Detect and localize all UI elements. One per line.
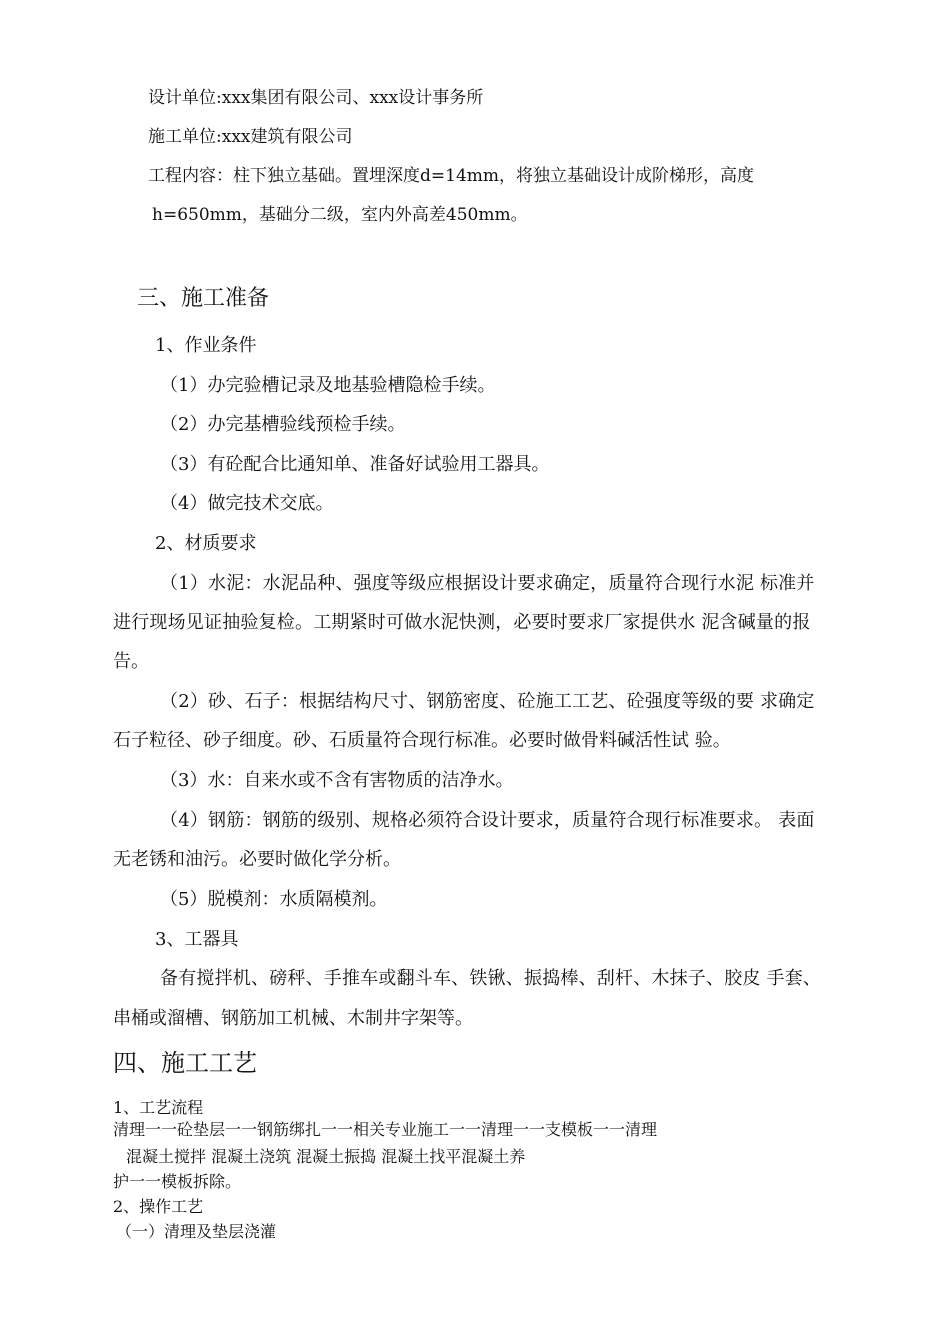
cement-requirement-line: 进行现场见证抽验复检。工期紧时可做水泥快测，必要时要求厂家提供水 泥含碱量的报 (113, 612, 811, 633)
section-3-heading: 三、施工准备 (137, 286, 270, 311)
section-4-heading: 四、施工工艺 (113, 1049, 257, 1077)
tools-line: 串桶或溜槽、钢筋加工机械、木制井字架等。 (113, 1008, 473, 1029)
condition-item: （1）办完验槽记录及地基验槽隐检手续。 (160, 375, 496, 396)
project-content-line-1: 工程内容：柱下独立基础。置埋深度d=14mm，将独立基础设计成阶梯形，高度 (148, 166, 754, 186)
construction-unit-line: 施工单位:xxx建筑有限公司 (148, 127, 353, 147)
cement-requirement-line: 告。 (113, 651, 149, 672)
subsection-material-requirements: 2、材质要求 (155, 533, 257, 554)
tools-line: 备有搅拌机、磅秤、手推车或翻斗车、铁锹、振捣棒、刮杆、木抹子、胶皮 手套、 (160, 968, 822, 989)
step-1-title: （一）清理及垫层浇灌 (116, 1222, 277, 1241)
subsection-tools: 3、工器具 (155, 929, 239, 950)
condition-item: （2）办完基槽验线预检手续。 (160, 414, 406, 435)
subsection-working-conditions: 1、作业条件 (155, 335, 257, 356)
condition-item: （4）做完技术交底。 (160, 493, 334, 514)
design-unit-line: 设计单位:xxx集团有限公司、xxx设计事务所 (148, 88, 484, 108)
rebar-requirement-line: 无老锈和油污。必要时做化学分析。 (113, 849, 401, 870)
process-flow-title: 1、工艺流程 (113, 1098, 204, 1117)
project-content-line-2: h=650mm，基础分二级，室内外高差450mm。 (152, 205, 528, 225)
process-flow-line-3: 护一一模板拆除。 (113, 1172, 242, 1191)
operation-process-title: 2、操作工艺 (113, 1197, 204, 1216)
process-flow-line-1: 清理一一砼垫层一一钢筋绑扎一一相关专业施工一一清理一一支模板一一清理 (113, 1120, 658, 1139)
aggregate-requirement-line: （2）砂、石子：根据结构尺寸、钢筋密度、砼施工工艺、砼强度等级的要 求确定 (160, 691, 815, 712)
condition-item: （3）有砼配合比通知单、准备好试验用工器具。 (160, 454, 550, 475)
cement-requirement-line: （1）水泥：水泥品种、强度等级应根据设计要求确定，质量符合现行水泥 标准并 (160, 573, 815, 594)
water-requirement: （3）水：自来水或不含有害物质的洁净水。 (160, 770, 514, 791)
rebar-requirement-line: （4）钢筋：钢筋的级别、规格必须符合设计要求，质量符合现行标准要求。 表面 (160, 810, 815, 831)
aggregate-requirement-line: 石子粒径、砂子细度。砂、石质量符合现行标准。必要时做骨料碱活性试 验。 (113, 730, 731, 751)
process-flow-line-2: 混凝土搅拌 混凝土浇筑 混凝土振捣 混凝土找平混凝土养 (126, 1147, 526, 1166)
release-agent-requirement: （5）脱模剂：水质隔模剂。 (160, 889, 388, 910)
